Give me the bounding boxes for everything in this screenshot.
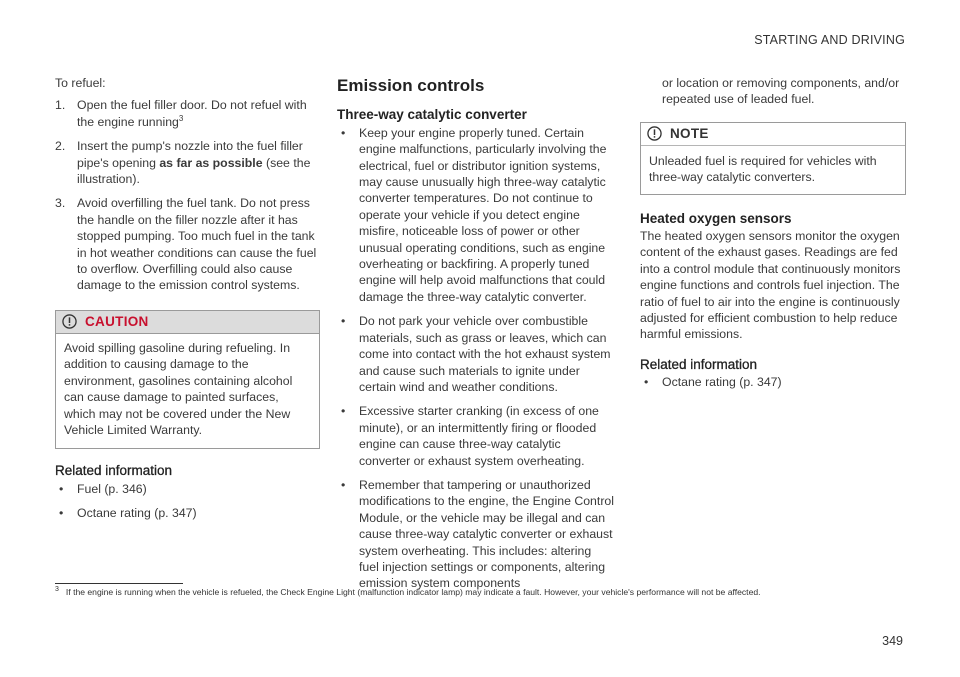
footnote-divider <box>55 583 183 584</box>
bullet-icon: • <box>341 125 346 140</box>
note-header <box>641 123 905 146</box>
bullet-icon: • <box>341 314 346 329</box>
bullet-icon: • <box>644 375 649 390</box>
step-text-pre: Insert the pump's nozzle into the fuel filler pipe's opening <box>77 139 303 170</box>
bullet-icon: • <box>59 481 64 496</box>
refuel-step-2 <box>55 138 320 187</box>
refuel-step-3 <box>55 195 320 293</box>
section-title: Emission controls <box>337 76 485 95</box>
alert-icon <box>647 126 662 141</box>
refuel-step-1 <box>55 97 320 130</box>
related-link-octane[interactable] <box>640 374 906 390</box>
list-item <box>337 125 614 305</box>
subsection-title: Heated oxygen sensors <box>640 210 792 226</box>
bullet-icon: • <box>341 477 346 492</box>
footnote-text: If the engine is running when the vehicle is refueled, the Check Engine Light (malfunction indicator lamp) may indicate a fault. However, your vehicle's performance will not be affected. <box>65 587 761 597</box>
middle-column <box>337 78 614 600</box>
list-item <box>337 477 614 592</box>
related-link-label: Fuel (p. 346) <box>77 481 147 496</box>
note-box <box>640 122 906 195</box>
caution-title: CAUTION <box>85 313 149 329</box>
list-item-text: Keep your engine properly tuned. Certain engine malfunctions, particularly involving the electrical, fuel or distributor ignition systems, may cause unusually high three-way catalytic converter temperatures. Do not continue to operate your vehicle if you detect engine misfire, noticeable loss of power or other unusual operating conditions, such as engine overheating or backfiring. A properly tuned engine will help avoid malfunctions that could damage the three-way catalytic converter. <box>359 125 607 304</box>
list-item <box>337 313 614 395</box>
related-link-fuel[interactable] <box>55 481 320 497</box>
step-text-post: (see the illustration). <box>77 155 311 187</box>
related-info-heading: Related information <box>55 463 173 479</box>
step-text-bold: as far as possible <box>159 155 263 170</box>
footnote <box>55 587 761 597</box>
footnote-ref[interactable]: 3 <box>178 113 184 123</box>
step-number: 3. <box>55 196 66 211</box>
related-link-octane[interactable] <box>55 505 320 521</box>
related-link-label: Octane rating (p. 347) <box>77 506 197 521</box>
left-column <box>55 75 320 530</box>
running-header: STARTING AND DRIVING <box>754 33 905 47</box>
page-number: 349 <box>882 634 903 648</box>
note-title: NOTE <box>670 125 709 141</box>
bullet-icon: • <box>341 404 346 419</box>
caution-box <box>55 310 320 449</box>
catalytic-converter-list <box>337 125 614 592</box>
caution-text: Avoid spilling gasoline during refueling. In addition to causing damage to the environment, gasolines containing alcohol can cause damage to painted surfaces, which may not be covered under the New Vehicle Limited Warranty. <box>64 340 293 437</box>
step-number: 1. <box>55 98 66 113</box>
footnote-number: 3 <box>55 586 59 594</box>
oxygen-sensor-text: The heated oxygen sensors monitor the oxygen content of the exhaust gases. Readings are fed into a control module that continuously monitors engine functions and controls fuel injection. The ratio of fuel to air into the engine is continuously adjusted for efficient combustion to help reduce harmful emissions. <box>640 229 901 342</box>
related-info-list <box>640 374 906 390</box>
refuel-steps <box>55 97 320 293</box>
step-text: Open the fuel filler door. Do not refuel with the engine running <box>77 98 307 129</box>
right-column <box>640 75 906 399</box>
list-item-text: Excessive starter cranking (in excess of one minute), or an intermittently firing or flooded engine can cause three-way catalytic converter or exhaust system overheating. <box>359 404 599 468</box>
list-item-text: Remember that tampering or unauthorized modifications to the engine, the Engine Control Module, or the vehicle may be illegal and can cause three-way catalytic converter or exhaust system overheating. This includes: altering fuel injection settings or components, altering emission system components <box>359 477 614 591</box>
continued-text: or location or removing components, and/or repeated use of leaded fuel. <box>662 76 900 107</box>
caution-header <box>56 311 319 334</box>
step-text: Avoid overfilling the fuel tank. Do not press the handle on the filler nozzle after it has stopped pumping. Too much fuel in the tank in hot weather conditions can cause the fuel to overflow. Overfilling could also cause damage to the emission control systems. <box>77 196 317 293</box>
related-link-label: Octane rating (p. 347) <box>662 375 782 390</box>
list-item-text: Do not park your vehicle over combustible materials, such as grass or leaves, which can come into contact with the hot exhaust system and cause such materials to ignite under certain wind and weather conditions. <box>359 314 611 394</box>
related-info-list <box>55 481 320 522</box>
subsection-title: Three-way catalytic converter <box>337 107 527 123</box>
list-item <box>337 403 614 469</box>
related-info-heading: Related information <box>640 356 758 372</box>
note-text: Unleaded fuel is required for vehicles with three-way catalytic converters. <box>649 153 877 185</box>
bullet-icon: • <box>59 506 64 521</box>
refuel-intro: To refuel: <box>55 76 106 90</box>
step-number: 2. <box>55 139 66 154</box>
alert-icon <box>62 314 77 329</box>
